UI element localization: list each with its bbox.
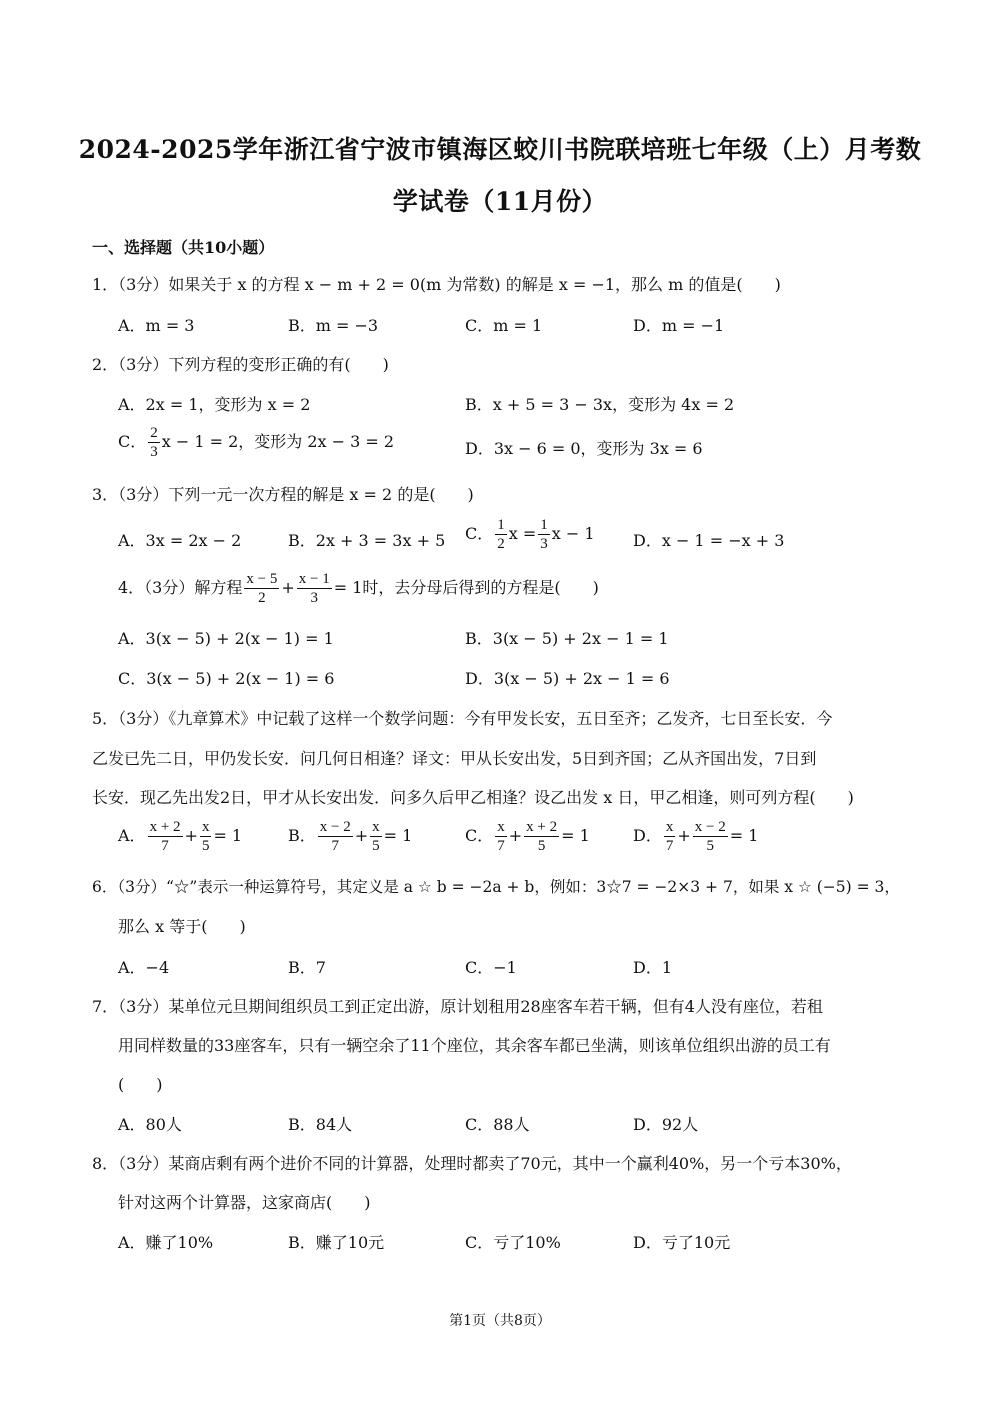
option-label: B． [288, 826, 316, 845]
question-4-option-a[interactable]: A．3(x − 5) + 2(x − 1) = 1 [118, 629, 334, 648]
question-7-line2: 用同样数量的33座客车，只有一辆空余了11个座位，其余客车都已坐满，则该单位组织出游的员工有 [118, 1036, 831, 1055]
exam-title-line1: 2024-2025学年浙江省宁波市镇海区蛟川书院联培班七年级（上）月考数 [78, 135, 922, 164]
question-6-line2: 那么 x 等于( ) [118, 917, 246, 936]
fraction-denominator: 7 [161, 838, 169, 854]
question-3-option-a[interactable]: A．3x = 2x − 2 [118, 531, 242, 550]
fraction-numerator: x + 2 [526, 819, 558, 835]
option-label: D． [633, 826, 662, 845]
question-4-stem [118, 570, 599, 607]
question-2-option-b[interactable]: B．x + 5 = 3 − 3x，变形为 4x = 2 [465, 395, 735, 414]
question-8-line1: 8．（3分）某商店剩有两个进价不同的计算器，处理时都卖了70元，其中一个赢利40%，另一个亏本30%， [92, 1154, 852, 1173]
option-text: x − 1 = 2，变形为 2x − 3 = 2 [161, 432, 395, 451]
fraction-denominator: 2 [497, 536, 505, 552]
fraction-denominator: 5 [201, 838, 210, 854]
fraction-numerator: x [201, 819, 210, 835]
question-5-line1: 5．（3分）《九章算术》中记载了这样一个数学问题：今有甲发长安，五日至齐；乙发齐，七日至长安．今 [92, 709, 833, 728]
question-1-stem: 1．（3分）如果关于 x 的方程 x − m + 2 = 0(m 为常数) 的解是 x = −1，那么 m 的值是( ) [92, 275, 781, 294]
question-6-option-d[interactable]: D．1 [633, 958, 673, 977]
option-label: C． [465, 524, 494, 543]
question-3-option-b[interactable]: B．2x + 3 = 3x + 5 [288, 531, 446, 550]
question-2-option-d[interactable]: D．3x − 6 = 0，变形为 3x = 6 [465, 439, 703, 458]
fraction-numerator: x − 2 [319, 819, 351, 835]
question-1-option-a[interactable]: A．m = 3 [118, 316, 195, 335]
fraction [200, 818, 212, 855]
question-6-option-a[interactable]: A．−4 [118, 958, 170, 977]
fraction [495, 516, 507, 553]
fraction [693, 818, 728, 855]
plus-sign: + [281, 578, 295, 597]
option-label: C． [465, 826, 494, 845]
fraction-denominator: 7 [497, 838, 505, 854]
question-7-line3: ( ) [118, 1075, 163, 1094]
question-6-line1: 6．（3分）“☆”表示一种运算符号，其定义是 a ☆ b = −2a + b，例如：3☆7 = −2×3 + 7，如果 x ☆ (−5) = 3， [92, 878, 900, 896]
fraction-numerator: x [372, 819, 380, 835]
equals-text: = 1 [213, 826, 243, 845]
fraction-numerator: x − 2 [694, 819, 726, 835]
fraction [148, 424, 160, 461]
plus-sign: + [677, 826, 691, 845]
question-8-option-a[interactable]: A．赚了10% [118, 1233, 214, 1252]
fraction [370, 818, 382, 855]
question-7-option-d[interactable]: D．92人 [633, 1115, 699, 1134]
equals-text: = 1 [383, 826, 413, 845]
question-7-option-a[interactable]: A．80人 [118, 1115, 182, 1134]
fraction-denominator: 7 [665, 838, 674, 854]
plus-sign: + [184, 826, 198, 845]
question-8-option-d[interactable]: D．亏了10元 [633, 1233, 731, 1252]
equals-text: = 1 [729, 826, 759, 845]
question-4-option-c[interactable]: C．3(x − 5) + 2(x − 1) = 6 [118, 669, 335, 688]
plus-sign: + [508, 826, 523, 845]
question-5-option-a[interactable] [118, 818, 242, 855]
question-5-option-b[interactable] [288, 818, 412, 855]
fraction-numerator: 1 [540, 517, 548, 533]
option-label: C． [118, 432, 147, 451]
fraction-denominator: 2 [258, 590, 266, 606]
question-5-option-c[interactable] [465, 818, 590, 855]
question-5-line2: 乙发已先二日，甲仍发长安．问几何日相逢？译文：甲从长安出发，5日到齐国；乙从齐国出发，7日到 [92, 749, 817, 768]
fraction-denominator: 7 [331, 838, 339, 854]
question-8-option-b[interactable]: B．赚了10元 [288, 1233, 385, 1252]
question-2-option-a[interactable]: A．2x = 1，变形为 x = 2 [118, 395, 311, 414]
fraction-denominator: 3 [150, 444, 158, 460]
fraction-numerator: x − 1 [298, 571, 330, 587]
question-4-option-d[interactable]: D．3(x − 5) + 2x − 1 = 6 [465, 669, 670, 688]
question-1-option-d[interactable]: D．m = −1 [633, 316, 725, 335]
option-text: x = [508, 524, 537, 543]
fraction-numerator: 1 [497, 517, 505, 533]
question-2-stem: 2．（3分）下列方程的变形正确的有( ) [92, 355, 389, 374]
fraction [495, 818, 507, 855]
option-text: x − 1 [551, 524, 595, 543]
question-2-option-c[interactable] [118, 424, 394, 461]
question-4-suffix: = 1时，去分母后得到的方程是( ) [333, 578, 599, 597]
question-3-option-d[interactable]: D．x − 1 = −x + 3 [633, 531, 785, 550]
fraction-denominator: 3 [310, 590, 318, 606]
question-6-option-b[interactable]: B．7 [288, 958, 326, 977]
fraction-numerator: 2 [150, 425, 158, 441]
fraction-denominator: 5 [537, 838, 546, 854]
question-6-option-c[interactable]: C．−1 [465, 958, 517, 977]
question-1-option-b[interactable]: B．m = −3 [288, 316, 379, 335]
fraction-denominator: 5 [706, 838, 714, 854]
question-8-line2: 针对这两个计算器，这家商店( ) [118, 1193, 371, 1212]
question-7-line1: 7．（3分）某单位元旦期间组织员工到正定出游，原计划租用28座客车若干辆，但有4人没有座位，若租 [92, 997, 823, 1016]
page-footer: 第1页（共8页） [449, 1313, 551, 1329]
question-4-option-b[interactable]: B．3(x − 5) + 2x − 1 = 1 [465, 629, 669, 648]
question-1-option-c[interactable]: C．m = 1 [465, 316, 543, 335]
fraction-numerator: x [497, 819, 505, 835]
fraction [664, 818, 676, 855]
fraction-numerator: x + 2 [149, 819, 181, 835]
plus-sign: + [354, 826, 369, 845]
fraction-numerator: x − 5 [246, 571, 278, 587]
question-8-option-c[interactable]: C．亏了10% [465, 1233, 561, 1252]
fraction [524, 818, 559, 855]
fraction-denominator: 3 [540, 536, 548, 552]
fraction-numerator: x [665, 819, 674, 835]
option-label: A． [118, 826, 146, 845]
question-5-option-d[interactable] [633, 818, 758, 855]
question-7-option-b[interactable]: B．84人 [288, 1115, 353, 1134]
equals-text: = 1 [561, 826, 590, 845]
section-heading: 一、选择题（共10小题） [92, 238, 275, 257]
fraction [297, 570, 332, 607]
question-3-stem: 3．（3分）下列一元一次方程的解是 x = 2 的是( ) [92, 485, 474, 504]
question-5-line3: 长安．现乙先出发2日，甲才从长安出发．问多久后甲乙相逢？设乙出发 x 日，甲乙相逢，则可列方程( ) [92, 788, 854, 807]
exam-title-line2: 学试卷（11月份） [392, 187, 608, 216]
fraction [318, 818, 353, 855]
question-3-option-c[interactable] [465, 516, 595, 553]
fraction [244, 570, 279, 607]
question-4-prefix: 4．（3分）解方程 [118, 578, 243, 597]
fraction-denominator: 5 [372, 838, 380, 854]
question-7-option-c[interactable]: C．88人 [465, 1115, 530, 1134]
fraction [538, 516, 550, 553]
fraction [148, 818, 183, 855]
